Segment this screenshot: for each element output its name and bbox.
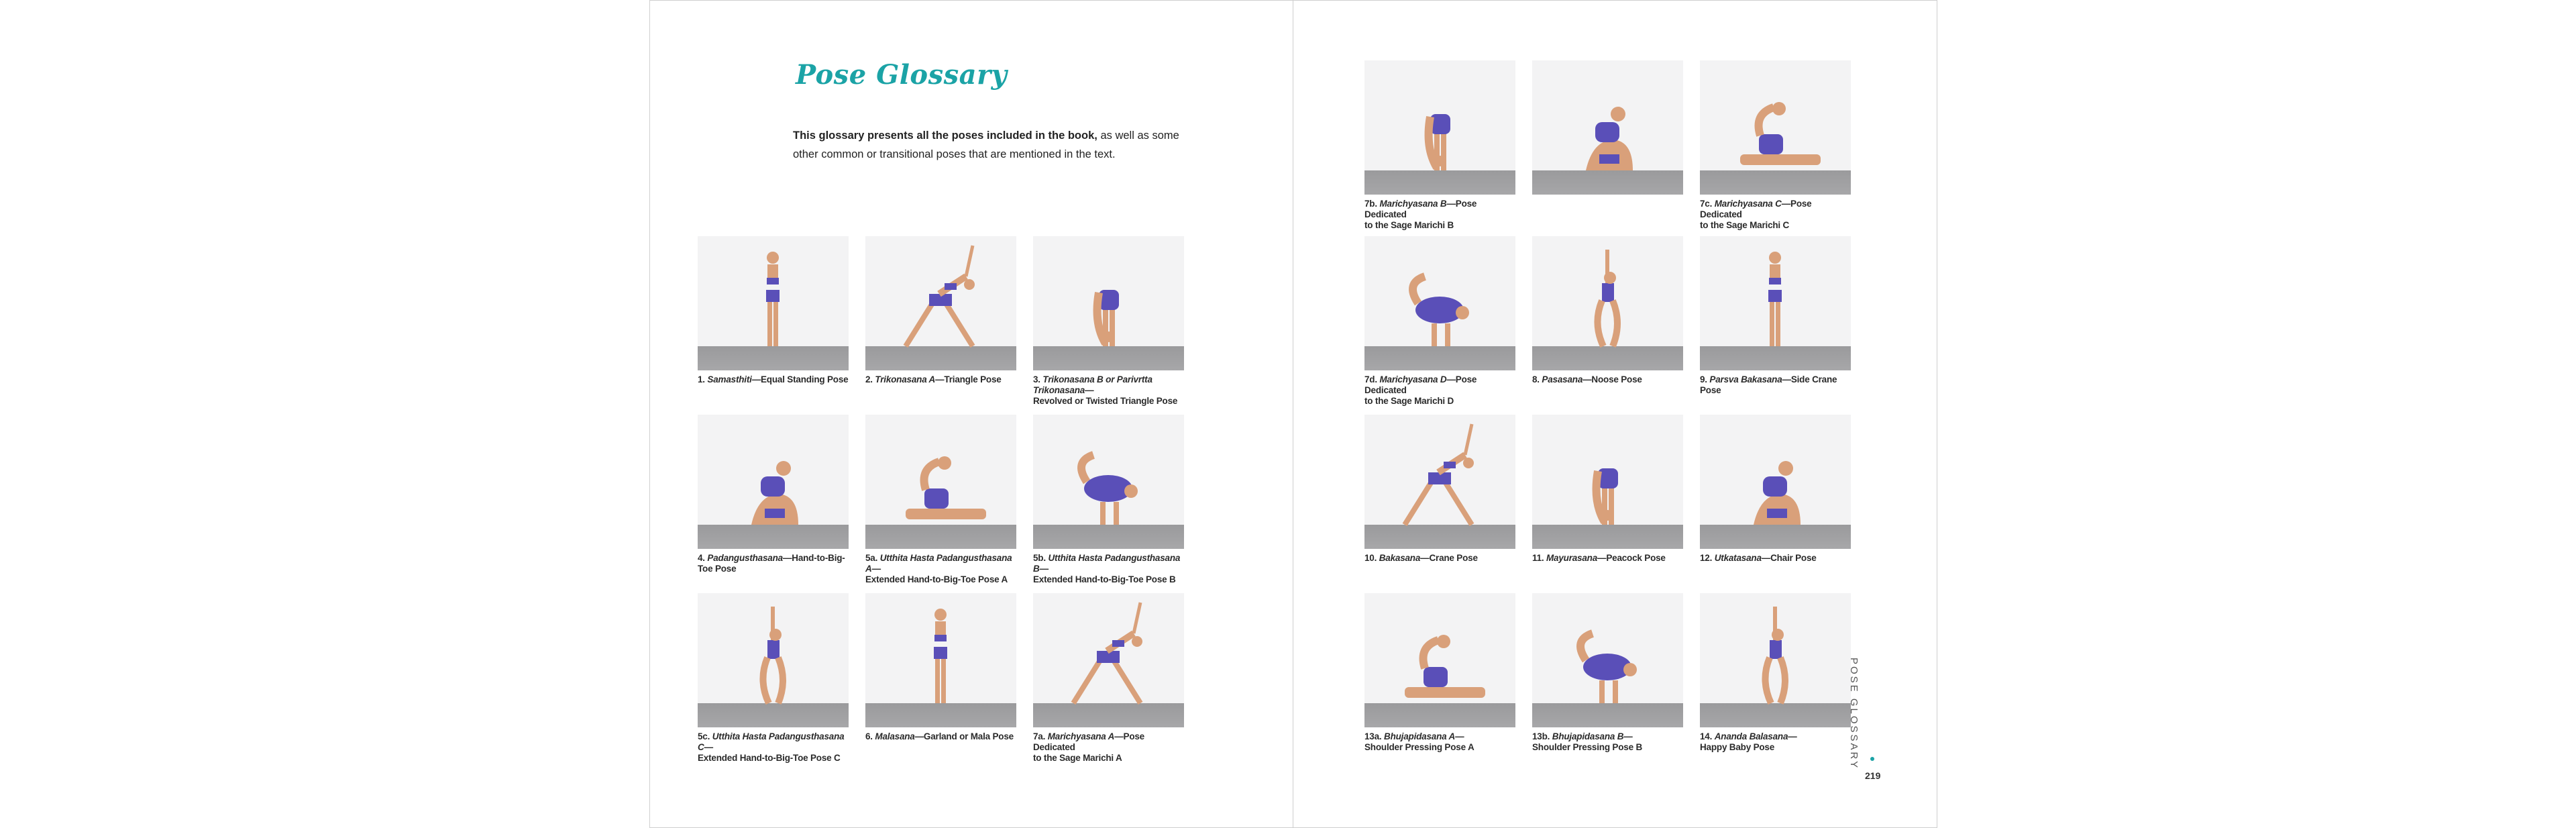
pose-caption bbox=[1700, 374, 1851, 396]
pose-number: 13b. bbox=[1532, 731, 1552, 741]
pose-caption bbox=[1033, 374, 1184, 407]
intro-bold-text: This glossary presents all the poses included in the book, bbox=[793, 130, 1097, 142]
pose-caption bbox=[1532, 553, 1683, 564]
pose-number: 10. bbox=[1364, 553, 1379, 563]
pose-number: 7b. bbox=[1364, 199, 1380, 209]
pose-caption bbox=[1033, 731, 1184, 764]
pose-number: 8. bbox=[1532, 374, 1542, 384]
pose-english-name: — bbox=[1623, 731, 1633, 741]
pose-sanskrit-name: Samasthiti bbox=[707, 374, 752, 384]
pose-caption-line1 bbox=[1033, 374, 1184, 396]
pose-number: 14. bbox=[1700, 731, 1715, 741]
intro-paragraph bbox=[793, 126, 1195, 164]
pose-caption-line2: to the Sage Marichi A bbox=[1033, 753, 1122, 763]
pose-card bbox=[1700, 593, 1851, 753]
pose-photo bbox=[865, 236, 1016, 370]
pose-caption-line2: Shoulder Pressing Pose B bbox=[1532, 742, 1642, 752]
pose-caption-line1 bbox=[1700, 199, 1851, 220]
pose-english-name: —Pose Dedicated bbox=[1364, 374, 1477, 395]
pose-caption bbox=[865, 731, 1016, 742]
pose-number: 5c. bbox=[698, 731, 712, 741]
pose-sanskrit-name: Trikonasana A bbox=[875, 374, 936, 384]
pose-card bbox=[1532, 593, 1683, 753]
pose-sanskrit-name: Ananda Balasana bbox=[1714, 731, 1788, 741]
pose-english-name: — bbox=[1455, 731, 1464, 741]
pose-sanskrit-name: Bhujapidasana A bbox=[1384, 731, 1456, 741]
pose-card bbox=[698, 593, 849, 764]
pose-english-name: —Pose Dedicated bbox=[1364, 199, 1477, 219]
pose-photo bbox=[698, 415, 849, 549]
pose-english-name: — bbox=[1085, 385, 1094, 395]
pose-caption-line2: Toe Pose bbox=[698, 564, 737, 574]
pose-caption-line1 bbox=[865, 731, 1016, 742]
pose-sanskrit-name: Marichyasana C bbox=[1714, 199, 1782, 209]
pose-sanskrit-name: Utthita Hasta Padangusthasana A bbox=[865, 553, 1012, 574]
pose-sanskrit-name: Utthita Hasta Padangusthasana C bbox=[698, 731, 845, 752]
pose-english-name: — bbox=[871, 564, 881, 574]
pose-photo bbox=[1532, 236, 1683, 370]
pose-sanskrit-name: Parsva Bakasana bbox=[1709, 374, 1782, 384]
pose-caption-line1 bbox=[698, 731, 849, 753]
pose-number: 1. bbox=[698, 374, 708, 384]
pose-card bbox=[865, 415, 1016, 585]
pose-caption-line2: Shoulder Pressing Pose A bbox=[1364, 742, 1474, 752]
pose-photo bbox=[1364, 415, 1515, 549]
pose-card bbox=[1700, 236, 1851, 396]
pose-number: 7a. bbox=[1033, 731, 1048, 741]
pose-caption-line2: Extended Hand-to-Big-Toe Pose C bbox=[698, 753, 841, 763]
pose-caption bbox=[1364, 199, 1515, 231]
pose-caption-line2: Extended Hand-to-Big-Toe Pose B bbox=[1033, 574, 1176, 584]
pose-card bbox=[1700, 415, 1851, 564]
pose-english-name: —Equal Standing Pose bbox=[751, 374, 849, 384]
pose-english-name: —Side Crane Pose bbox=[1700, 374, 1837, 395]
pose-caption-line2: to the Sage Marichi B bbox=[1364, 220, 1454, 230]
pose-card bbox=[865, 236, 1016, 385]
pose-number: 2. bbox=[865, 374, 875, 384]
pose-caption-line1 bbox=[1700, 553, 1851, 564]
pose-photo bbox=[1700, 236, 1851, 370]
pose-photo bbox=[698, 236, 849, 370]
pose-photo bbox=[1364, 60, 1515, 195]
pose-card bbox=[698, 415, 849, 574]
pose-photo bbox=[1532, 60, 1683, 195]
page-number: 219 bbox=[1865, 770, 1881, 781]
pose-caption-line1 bbox=[1364, 374, 1515, 396]
pose-card bbox=[865, 593, 1016, 742]
pose-number: 5b. bbox=[1033, 553, 1049, 563]
pose-caption bbox=[865, 553, 1016, 585]
pose-sanskrit-name: Marichyasana D bbox=[1379, 374, 1447, 384]
pose-english-name: —Triangle Pose bbox=[935, 374, 1002, 384]
pose-sanskrit-name: Marichyasana A bbox=[1047, 731, 1115, 741]
pose-sanskrit-name: Bakasana bbox=[1379, 553, 1421, 563]
pose-caption-line2: Extended Hand-to-Big-Toe Pose A bbox=[865, 574, 1008, 584]
pose-english-name: —Pose Dedicated bbox=[1700, 199, 1812, 219]
pose-sanskrit-name: Pasasana bbox=[1542, 374, 1583, 384]
pose-sanskrit-name: Bhujapidasana B bbox=[1552, 731, 1624, 741]
pose-caption bbox=[865, 374, 1016, 385]
pose-english-name: —Peacock Pose bbox=[1597, 553, 1666, 563]
pose-card bbox=[1033, 593, 1184, 764]
accent-dot bbox=[1870, 757, 1874, 761]
pose-number: 11. bbox=[1532, 553, 1546, 563]
pose-number: 13a. bbox=[1364, 731, 1385, 741]
pose-number: 6. bbox=[865, 731, 875, 741]
pose-caption bbox=[1700, 731, 1851, 753]
pose-english-name: — bbox=[1788, 731, 1797, 741]
pose-caption bbox=[1033, 553, 1184, 585]
pose-sanskrit-name: Utthita Hasta Padangusthasana B bbox=[1033, 553, 1181, 574]
pose-number: 9. bbox=[1700, 374, 1710, 384]
pose-caption-line1 bbox=[1364, 553, 1515, 564]
running-side-label: POSE GLOSSARY bbox=[1848, 658, 1860, 770]
pose-caption bbox=[698, 731, 849, 764]
pose-photo bbox=[865, 415, 1016, 549]
pose-caption-line2: to the Sage Marichi C bbox=[1700, 220, 1790, 230]
pose-english-name: — bbox=[1039, 564, 1049, 574]
pose-card bbox=[1364, 60, 1515, 231]
pose-caption-line1 bbox=[1033, 553, 1184, 574]
pose-photo bbox=[1700, 415, 1851, 549]
pose-caption bbox=[1532, 374, 1683, 385]
pose-caption bbox=[698, 553, 849, 574]
pose-english-name: —Chair Pose bbox=[1761, 553, 1817, 563]
pose-english-name: —Noose Pose bbox=[1582, 374, 1642, 384]
pose-photo bbox=[1700, 593, 1851, 727]
pose-card bbox=[1364, 415, 1515, 564]
pose-number: 7c. bbox=[1700, 199, 1715, 209]
pose-number: 4. bbox=[698, 553, 708, 563]
pose-number: 12. bbox=[1700, 553, 1715, 563]
pose-card bbox=[1700, 60, 1851, 231]
pose-caption-line2: Happy Baby Pose bbox=[1700, 742, 1775, 752]
pose-sanskrit-name: Trikonasana B or Parivrtta Trikonasana bbox=[1033, 374, 1152, 395]
pose-caption bbox=[1364, 731, 1515, 753]
pose-number: 3. bbox=[1033, 374, 1043, 384]
pose-caption bbox=[1532, 731, 1683, 753]
pose-sanskrit-name: Marichyasana B bbox=[1379, 199, 1447, 209]
pose-card bbox=[1532, 415, 1683, 564]
pose-caption-line1 bbox=[698, 374, 849, 385]
pose-photo bbox=[1033, 593, 1184, 727]
pose-caption-line2: to the Sage Marichi D bbox=[1364, 396, 1454, 406]
pose-photo bbox=[1532, 593, 1683, 727]
pose-caption-line1 bbox=[1532, 553, 1683, 564]
pose-number: 5a. bbox=[865, 553, 880, 563]
page-title: Pose Glossary bbox=[796, 59, 1008, 91]
pose-card bbox=[1532, 236, 1683, 385]
pose-sanskrit-name: Padangusthasana bbox=[707, 553, 783, 563]
pose-sanskrit-name: Malasana bbox=[875, 731, 915, 741]
pose-caption-line1 bbox=[1364, 731, 1515, 742]
pose-caption bbox=[1364, 553, 1515, 564]
pose-caption-line1 bbox=[1532, 731, 1683, 742]
pose-caption-line1 bbox=[1532, 374, 1683, 385]
pose-card bbox=[698, 236, 849, 385]
pose-photo bbox=[698, 593, 849, 727]
pose-english-name: — bbox=[704, 742, 713, 752]
pose-photo bbox=[1033, 415, 1184, 549]
intro-regular-text: as well as some other common or transitional poses that are mentioned in the text. bbox=[793, 130, 1179, 160]
pose-english-name: —Hand-to-Big- bbox=[782, 553, 845, 563]
pose-photo bbox=[1700, 60, 1851, 195]
pose-photo bbox=[1364, 593, 1515, 727]
pose-caption bbox=[1700, 553, 1851, 564]
pose-photo bbox=[1532, 415, 1683, 549]
pose-caption-line1 bbox=[865, 374, 1016, 385]
pose-caption-line1 bbox=[865, 553, 1016, 574]
pose-caption-line1 bbox=[1364, 199, 1515, 220]
pose-photo bbox=[865, 593, 1016, 727]
pose-english-name: —Pose Dedicated bbox=[1033, 731, 1144, 752]
pose-caption bbox=[1700, 199, 1851, 231]
pose-number: 7d. bbox=[1364, 374, 1380, 384]
pose-english-name: —Crane Pose bbox=[1420, 553, 1478, 563]
pose-card bbox=[1033, 415, 1184, 585]
pose-caption-line1 bbox=[1700, 374, 1851, 396]
pose-english-name: —Garland or Mala Pose bbox=[914, 731, 1014, 741]
pose-caption-line1 bbox=[1033, 731, 1184, 753]
pose-caption-line2: Revolved or Twisted Triangle Pose bbox=[1033, 396, 1178, 406]
pose-card bbox=[1364, 593, 1515, 753]
pose-caption bbox=[1364, 374, 1515, 407]
pose-photo bbox=[1033, 236, 1184, 370]
pose-caption-line1 bbox=[698, 553, 849, 564]
pose-sanskrit-name: Mayurasana bbox=[1546, 553, 1598, 563]
pose-caption-line1 bbox=[1700, 731, 1851, 742]
pose-photo bbox=[1364, 236, 1515, 370]
pose-sanskrit-name: Utkatasana bbox=[1714, 553, 1762, 563]
pose-card bbox=[1532, 60, 1683, 195]
pose-card bbox=[1033, 236, 1184, 407]
pose-caption bbox=[698, 374, 849, 385]
pose-card bbox=[1364, 236, 1515, 407]
